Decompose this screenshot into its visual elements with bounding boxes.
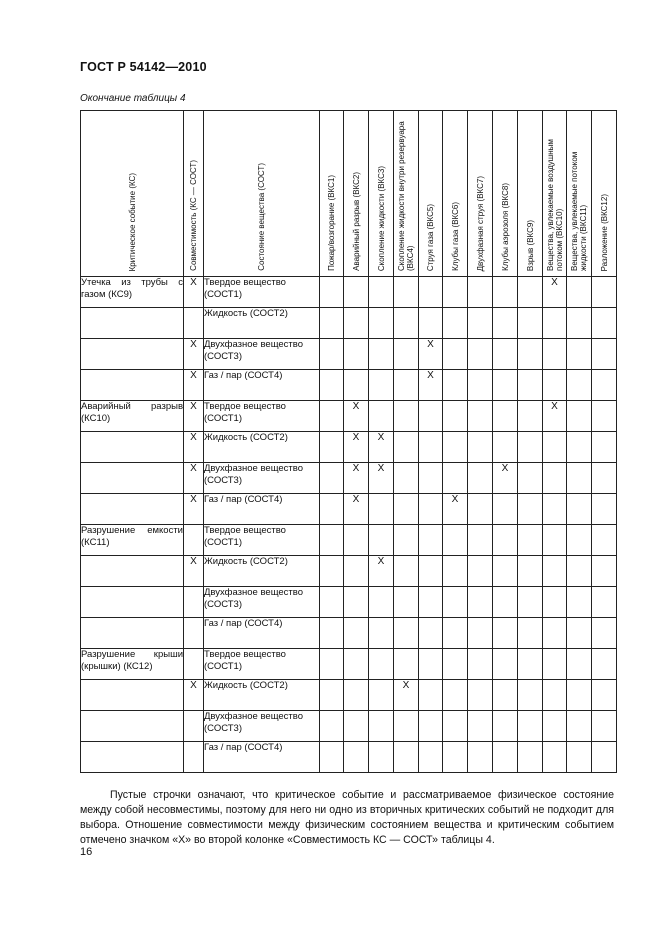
table-row [81, 308, 617, 339]
mark-cell [567, 370, 592, 401]
mark-cell [518, 618, 543, 649]
mark-cell [320, 463, 344, 494]
mark-cell [344, 277, 369, 308]
mark-cell [419, 277, 443, 308]
mark-cell [468, 680, 493, 711]
mark-cell [394, 277, 419, 308]
mark-cell [518, 277, 543, 308]
header-vks10 [543, 111, 567, 277]
mark-cell [443, 711, 468, 742]
mark-cell [443, 308, 468, 339]
mark-cell [518, 680, 543, 711]
header-event [81, 111, 184, 277]
table-row [81, 680, 617, 711]
header-vks-label: Аварийный разрыв (ВКС2) [351, 172, 361, 271]
mark-cell [468, 649, 493, 680]
header-vks-label: Клубы газа (ВКС6) [450, 202, 460, 271]
mark-cell [344, 587, 369, 618]
header-vks2 [344, 111, 369, 277]
mark-cell [518, 649, 543, 680]
mark-cell [468, 463, 493, 494]
compat-cell [184, 649, 204, 680]
mark-cell [443, 370, 468, 401]
event-cell [81, 370, 184, 401]
mark-cell [394, 742, 419, 773]
document-title: ГОСТ Р 54142—2010 [80, 60, 207, 74]
mark-cell [493, 525, 518, 556]
mark-cell [592, 401, 617, 432]
mark-cell [320, 494, 344, 525]
mark-cell [369, 742, 394, 773]
mark-cell [543, 494, 567, 525]
compat-cell: Х [184, 556, 204, 587]
mark-cell [344, 556, 369, 587]
header-vks-label: Клубы аэрозоля (ВКС8) [500, 183, 510, 271]
mark-cell [419, 742, 443, 773]
mark-cell [468, 432, 493, 463]
mark-cell [419, 401, 443, 432]
mark-cell [443, 680, 468, 711]
mark-cell [394, 711, 419, 742]
state-cell: Твердое вещество (СОСТ1) [204, 401, 320, 432]
table-row [81, 432, 617, 463]
header-vks5 [419, 111, 443, 277]
state-cell: Твердое вещество (СОСТ1) [204, 277, 320, 308]
mark-cell [543, 556, 567, 587]
mark-cell [567, 308, 592, 339]
mark-cell [443, 277, 468, 308]
mark-cell [468, 556, 493, 587]
event-cell [81, 463, 184, 494]
mark-cell [394, 649, 419, 680]
mark-cell [493, 742, 518, 773]
mark-cell [344, 618, 369, 649]
mark-cell [468, 308, 493, 339]
mark-cell [543, 711, 567, 742]
table-row [81, 401, 617, 432]
mark-cell [592, 556, 617, 587]
mark-cell: Х [369, 432, 394, 463]
table-row [81, 742, 617, 773]
mark-cell [567, 680, 592, 711]
mark-cell [518, 432, 543, 463]
mark-cell [443, 339, 468, 370]
mark-cell: Х [419, 370, 443, 401]
header-vks-label: Двухфазная струя (ВКС7) [475, 175, 485, 271]
mark-cell: Х [344, 432, 369, 463]
state-cell: Твердое вещество (СОСТ1) [204, 525, 320, 556]
mark-cell [592, 680, 617, 711]
mark-cell [592, 494, 617, 525]
mark-cell [369, 401, 394, 432]
mark-cell [592, 525, 617, 556]
mark-cell [567, 711, 592, 742]
mark-cell: Х [344, 401, 369, 432]
mark-cell [567, 463, 592, 494]
mark-cell [567, 401, 592, 432]
mark-cell [394, 618, 419, 649]
mark-cell [592, 587, 617, 618]
mark-cell [567, 742, 592, 773]
mark-cell [369, 680, 394, 711]
header-compat-label: Совместимость (КС — СОСТ) [189, 160, 198, 271]
compat-cell [184, 525, 204, 556]
header-vks-label: Скопление жидкости (ВКС3) [376, 165, 386, 271]
mark-cell [320, 649, 344, 680]
mark-cell [369, 618, 394, 649]
mark-cell [592, 277, 617, 308]
mark-cell [493, 308, 518, 339]
mark-cell [419, 711, 443, 742]
mark-cell [320, 277, 344, 308]
mark-cell [320, 308, 344, 339]
compat-cell: Х [184, 680, 204, 711]
header-vks-label: Скопление жидкости внутри резервуара (ВКС4) [397, 121, 415, 271]
mark-cell [320, 556, 344, 587]
compat-cell [184, 618, 204, 649]
mark-cell: Х [419, 339, 443, 370]
table-row [81, 370, 617, 401]
mark-cell [320, 587, 344, 618]
compat-cell [184, 742, 204, 773]
mark-cell [493, 556, 518, 587]
mark-cell [518, 711, 543, 742]
mark-cell [468, 494, 493, 525]
mark-cell [567, 494, 592, 525]
mark-cell: Х [543, 401, 567, 432]
mark-cell [369, 308, 394, 339]
mark-cell [443, 432, 468, 463]
mark-cell [443, 618, 468, 649]
mark-cell [543, 680, 567, 711]
mark-cell [468, 370, 493, 401]
footer-paragraph: Пустые строчки означают, что критическое событие и рассматриваемое физическое состояние между собой несовместимы, поэтому для него ни одно из вторичных критических событий не подходит для выбора. Отношение совместимости между физическим состоянием вещества и критическим событием отмечено значком «Х» во второй колонке «Совместимость КС — СОСТ» таблицы 4. [80, 789, 614, 846]
mark-cell [493, 680, 518, 711]
compat-cell [184, 711, 204, 742]
mark-cell [518, 401, 543, 432]
mark-cell [394, 494, 419, 525]
mark-cell [543, 587, 567, 618]
mark-cell [543, 463, 567, 494]
mark-cell [592, 711, 617, 742]
table-header-row [81, 111, 617, 277]
mark-cell [567, 525, 592, 556]
mark-cell [468, 587, 493, 618]
mark-cell [543, 370, 567, 401]
mark-cell [443, 556, 468, 587]
header-vks9 [518, 111, 543, 277]
header-vks-label: Струя газа (ВКС5) [426, 203, 435, 271]
event-cell [81, 556, 184, 587]
mark-cell [394, 308, 419, 339]
mark-cell [543, 339, 567, 370]
mark-cell [320, 680, 344, 711]
event-cell [81, 432, 184, 463]
header-vks-label: Вещества, увлекаемые воздушным потоком (ВКС10) [545, 139, 564, 271]
mark-cell [567, 649, 592, 680]
mark-cell [369, 370, 394, 401]
mark-cell [468, 401, 493, 432]
mark-cell: Х [443, 494, 468, 525]
mark-cell [419, 649, 443, 680]
mark-cell [518, 308, 543, 339]
mark-cell [344, 649, 369, 680]
mark-cell [468, 711, 493, 742]
mark-cell [518, 587, 543, 618]
mark-cell [592, 339, 617, 370]
event-cell: Аварийный разрыв (КС10) [81, 401, 184, 432]
header-state [204, 111, 320, 277]
state-cell: Жидкость (СОСТ2) [204, 308, 320, 339]
header-state-label: Состояние вещества (СОСТ) [257, 163, 266, 271]
mark-cell [320, 711, 344, 742]
header-vks-label: Взрыв (ВКС9) [525, 219, 535, 271]
mark-cell [443, 401, 468, 432]
header-vks-label: Пожар/возгорание (ВКС1) [327, 175, 336, 271]
mark-cell [419, 556, 443, 587]
mark-cell [443, 742, 468, 773]
mark-cell [518, 463, 543, 494]
mark-cell [419, 432, 443, 463]
mark-cell [320, 618, 344, 649]
mark-cell [369, 525, 394, 556]
state-cell: Двухфазное вещество (СОСТ3) [204, 587, 320, 618]
state-cell: Твердое вещество (СОСТ1) [204, 649, 320, 680]
mark-cell [344, 680, 369, 711]
mark-cell [567, 277, 592, 308]
header-vks8 [493, 111, 518, 277]
mark-cell [369, 277, 394, 308]
state-cell: Газ / пар (СОСТ4) [204, 370, 320, 401]
mark-cell [369, 339, 394, 370]
mark-cell [394, 463, 419, 494]
event-cell [81, 618, 184, 649]
mark-cell [320, 742, 344, 773]
mark-cell [493, 618, 518, 649]
event-cell: Утечка из трубы с газом (КС9) [81, 277, 184, 308]
header-vks-label: Разложение (ВКС12) [599, 193, 609, 271]
mark-cell [443, 525, 468, 556]
mark-cell [518, 370, 543, 401]
mark-cell [419, 525, 443, 556]
mark-cell [419, 618, 443, 649]
mark-cell [543, 618, 567, 649]
table-row [81, 556, 617, 587]
state-cell: Жидкость (СОСТ2) [204, 432, 320, 463]
table-caption: Окончание таблицы 4 [80, 93, 186, 104]
header-vks3 [369, 111, 394, 277]
table-row [81, 277, 617, 308]
state-cell: Жидкость (СОСТ2) [204, 680, 320, 711]
mark-cell: Х [493, 463, 518, 494]
table-row [81, 618, 617, 649]
page-number: 16 [80, 846, 93, 858]
mark-cell [518, 494, 543, 525]
mark-cell [493, 432, 518, 463]
mark-cell [394, 339, 419, 370]
mark-cell [518, 742, 543, 773]
mark-cell [543, 432, 567, 463]
mark-cell: Х [369, 556, 394, 587]
mark-cell [394, 401, 419, 432]
mark-cell [592, 742, 617, 773]
mark-cell [419, 308, 443, 339]
mark-cell [443, 649, 468, 680]
compat-cell: Х [184, 432, 204, 463]
mark-cell [320, 525, 344, 556]
mark-cell [493, 494, 518, 525]
header-compat [184, 111, 204, 277]
mark-cell [493, 587, 518, 618]
header-event-label: Критическое событие (КС) [127, 172, 137, 271]
mark-cell [468, 277, 493, 308]
table-row [81, 494, 617, 525]
state-cell: Газ / пар (СОСТ4) [204, 742, 320, 773]
mark-cell [592, 649, 617, 680]
mark-cell [493, 711, 518, 742]
compat-cell [184, 308, 204, 339]
header-vks12 [592, 111, 617, 277]
table-body [81, 277, 617, 773]
mark-cell [443, 587, 468, 618]
mark-cell: Х [543, 277, 567, 308]
mark-cell [369, 649, 394, 680]
mark-cell: Х [344, 494, 369, 525]
mark-cell [344, 525, 369, 556]
mark-cell [443, 463, 468, 494]
mark-cell [567, 587, 592, 618]
mark-cell [518, 525, 543, 556]
mark-cell [543, 649, 567, 680]
mark-cell [369, 711, 394, 742]
header-vks6 [443, 111, 468, 277]
mark-cell [344, 742, 369, 773]
mark-cell: Х [369, 463, 394, 494]
mark-cell [493, 401, 518, 432]
mark-cell [320, 339, 344, 370]
compat-cell: Х [184, 277, 204, 308]
mark-cell [493, 370, 518, 401]
mark-cell [369, 494, 394, 525]
mark-cell [468, 742, 493, 773]
compat-cell: Х [184, 494, 204, 525]
mark-cell [592, 432, 617, 463]
mark-cell [592, 618, 617, 649]
state-cell: Газ / пар (СОСТ4) [204, 494, 320, 525]
event-cell: Разрушение емкости (КС11) [81, 525, 184, 556]
event-cell [81, 680, 184, 711]
mark-cell [567, 618, 592, 649]
event-cell [81, 711, 184, 742]
table-row [81, 339, 617, 370]
mark-cell [567, 339, 592, 370]
table-row [81, 463, 617, 494]
header-vks11 [567, 111, 592, 277]
mark-cell [394, 556, 419, 587]
header-vks7 [468, 111, 493, 277]
table-row [81, 649, 617, 680]
compat-cell: Х [184, 339, 204, 370]
state-cell: Двухфазное вещество (СОСТ3) [204, 463, 320, 494]
mark-cell [419, 587, 443, 618]
header-vks-label: Вещества, увлекаемые потоком жидкости (ВКС11) [570, 151, 588, 271]
table-row [81, 711, 617, 742]
mark-cell [543, 525, 567, 556]
mark-cell [419, 680, 443, 711]
header-vks4 [394, 111, 419, 277]
mark-cell [344, 308, 369, 339]
table-row [81, 587, 617, 618]
state-cell: Двухфазное вещество (СОСТ3) [204, 711, 320, 742]
mark-cell [518, 339, 543, 370]
compat-cell: Х [184, 370, 204, 401]
event-cell [81, 494, 184, 525]
mark-cell [543, 742, 567, 773]
event-cell: Разрушение крыши (крышки) (КС12) [81, 649, 184, 680]
state-cell: Жидкость (СОСТ2) [204, 556, 320, 587]
mark-cell [394, 370, 419, 401]
mark-cell [468, 618, 493, 649]
table-row [81, 525, 617, 556]
mark-cell [419, 494, 443, 525]
mark-cell: Х [394, 680, 419, 711]
header-vks1 [320, 111, 344, 277]
mark-cell [567, 556, 592, 587]
mark-cell [344, 339, 369, 370]
mark-cell [320, 370, 344, 401]
mark-cell [419, 463, 443, 494]
mark-cell [468, 525, 493, 556]
mark-cell [394, 587, 419, 618]
mark-cell [320, 432, 344, 463]
mark-cell [344, 711, 369, 742]
mark-cell [567, 432, 592, 463]
event-cell [81, 587, 184, 618]
compat-cell [184, 587, 204, 618]
event-cell [81, 308, 184, 339]
mark-cell [394, 525, 419, 556]
event-cell [81, 742, 184, 773]
compat-cell: Х [184, 401, 204, 432]
mark-cell [592, 370, 617, 401]
mark-cell [493, 339, 518, 370]
mark-cell [394, 432, 419, 463]
state-cell: Газ / пар (СОСТ4) [204, 618, 320, 649]
mark-cell [592, 463, 617, 494]
mark-cell: Х [344, 463, 369, 494]
compat-cell: Х [184, 463, 204, 494]
mark-cell [468, 339, 493, 370]
event-cell [81, 339, 184, 370]
mark-cell [592, 308, 617, 339]
mark-cell [369, 587, 394, 618]
state-cell: Двухфазное вещество (СОСТ3) [204, 339, 320, 370]
mark-cell [518, 556, 543, 587]
mark-cell [344, 370, 369, 401]
mark-cell [493, 649, 518, 680]
mark-cell [320, 401, 344, 432]
mark-cell [543, 308, 567, 339]
compatibility-table [80, 110, 617, 773]
mark-cell [493, 277, 518, 308]
